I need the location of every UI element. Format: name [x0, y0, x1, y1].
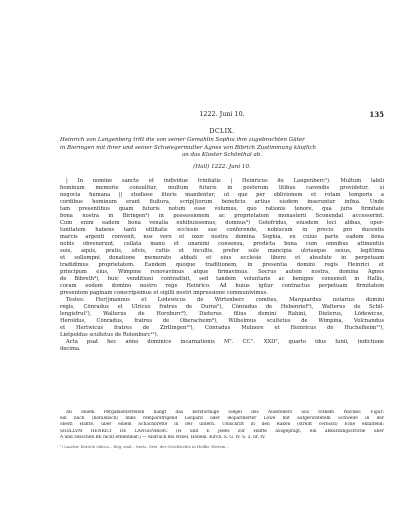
document-number: DCLIX.	[209, 127, 235, 135]
text-line: marcis argenti convenit, nos vero et uxor nostra domina Sophia, ex cuius parte eadem bona	[60, 234, 384, 241]
note-line: An einem Pergamentstreifen hängt das herzförmige Siegel des Ausstellers aus rothem Wachse; Figur:	[66, 410, 384, 415]
text-line: Cum enim eadem bona venalia exhibuissemus, domnus³) Gotefridus, eiusdem loci abbas, opor-	[60, 220, 384, 227]
note-line: ein nach (heraldisch) links remporstrigend Leopard oder leopardierter Löwe mit aufgerichtetem Schweife in der	[60, 416, 384, 422]
text-line: Lietpoldus scultetus de Rotenburc¹²).	[60, 332, 159, 339]
text-line: Acta psat hec anno dominice incarnationis M°. CC°. XXII°, quarto idus Iunii, indictione	[66, 339, 384, 346]
note-line: SIGILLVM HENRICI DE LANGENBERC (H und E jedes zur Hälfte ausgeprägt, ein abkürzungsstriche über	[60, 428, 384, 434]
text-line: hominum memorie consulitur, multum futuris in posterum litibus cavendis providetur, si	[60, 185, 384, 192]
header-date: 1222. Juni 10.	[199, 110, 245, 118]
text-line: bona nostra in Biringen²) in possessionem ac proprietatem monasterii Sconendal accesserint.	[60, 213, 384, 220]
text-line: coram eodem domino nostro rege Heinrico. Ad huius igitur contractus perpetuam firmitatem	[60, 283, 384, 290]
document-summary	[60, 137, 384, 160]
text-line: principum eius, Wimpine renovavimus atque firmavimus. Socrus autem nostra, domina Agnes	[60, 269, 384, 276]
apparatus-notes	[60, 410, 384, 441]
text-line: tunitatem habens tanti utilitatis ecclesie sue conferende, nobiscum in precio pro ducentis	[60, 227, 384, 234]
text-line: tradidimus proprietatem. Eandem quoque traditionem, in presentia domini regis Heinrici et	[60, 262, 384, 269]
text-line: suis, aquis, pratis, silvis, cultis et incultis, prefer solo mancipia utriusque sexus, legittima	[60, 248, 384, 255]
text-line: Testes: Her||mannus et Lodewicus de Wirtenberc comites, Marquardus notarius domini	[66, 297, 384, 304]
summary-line: in Bieringen mit ihrer und seiner Schwiegermutter Agnes von Bibrich Zustimmung käuflich	[60, 144, 317, 151]
text-line: cordibus hominum erant fluitura, scrip||torum beneficio artius eisdem inseruntur infixa. Unde	[60, 199, 384, 206]
text-line: | In nomine sancte et individue trinitatis | Heinricus de Langenberc¹). Multum labili	[66, 178, 384, 184]
text-line: presentem paginam conscripsimus et sigilli nostri impressione communivimus.	[60, 290, 269, 297]
note-line: obern Hälfte, über einem Schachbrette in der untern. Umschrift in den Raken (streift cerlisch) Ecke enfaltend:	[60, 422, 384, 428]
text-line: negocia humana || studiose literis mandentur, ut que per oblivionem et rotam temporis a	[60, 192, 384, 199]
text-line: lengisfrut⁷), Walterus de Horoburc⁸), Dieterus filius domini Rahini, Dieterus, Lödewicus,	[60, 311, 384, 318]
text-line: regis, Cônradus et Ulricus fratres de Durne⁵), Cônradus de Hebenriet⁶), Walterus de Schil-	[60, 304, 384, 311]
text-line: et Hertwicus fratres de Zirtlingen¹⁰), Cônradus Mulnere et Heinricus de Huchelheim¹¹),	[60, 325, 384, 332]
text-line: de Bibreth⁴), huic venditioni contradixit, sed tandem voluntarie ac benigne consensit in Hallis,	[60, 276, 384, 283]
summary-line: an das Kloster Schönthal ab.	[181, 152, 263, 159]
text-line: decima.	[60, 346, 81, 353]
page-number: 135	[369, 110, 384, 119]
text-line: nobis obvenerunt, collata manu et unanimi consensu, predicta bona cum omnibus attinentiis	[60, 241, 384, 248]
summary-line: Heinrich von Langenberg tritt die von seiner Gemahlin Sophia ihm zugebrachten Güter	[60, 137, 305, 143]
text-line: tam presentibus quam futuris notum esse volumus, quo rationis tenore, qua juris firmitate	[60, 206, 384, 213]
page-header	[60, 110, 384, 120]
document-source: (Hall) 1222. Juni 10.	[193, 164, 251, 170]
charter-text	[60, 178, 384, 353]
text-line: et sollempni donatione memorato abbati et eius ecclesie libere et absolute in perpetuam	[60, 255, 384, 262]
note-line: A und zwischen BE nicht erkennbar.) — Abdruck bei Wibel, Hohenl. Kirch. S. G. IV, S. 5, nr. IV.	[60, 434, 266, 440]
text-line: Heroldus, Cônradus, fratres de Oberacheim⁹), Wilhelmus scultetus de Wimpina, Volcnandus	[60, 318, 384, 325]
footnote-line: ¹) Laschw. Kerrich vilicus... Reg. sind... hertz. Orte. der Geschlechts in Heilbr. Wirtem...	[60, 444, 230, 449]
